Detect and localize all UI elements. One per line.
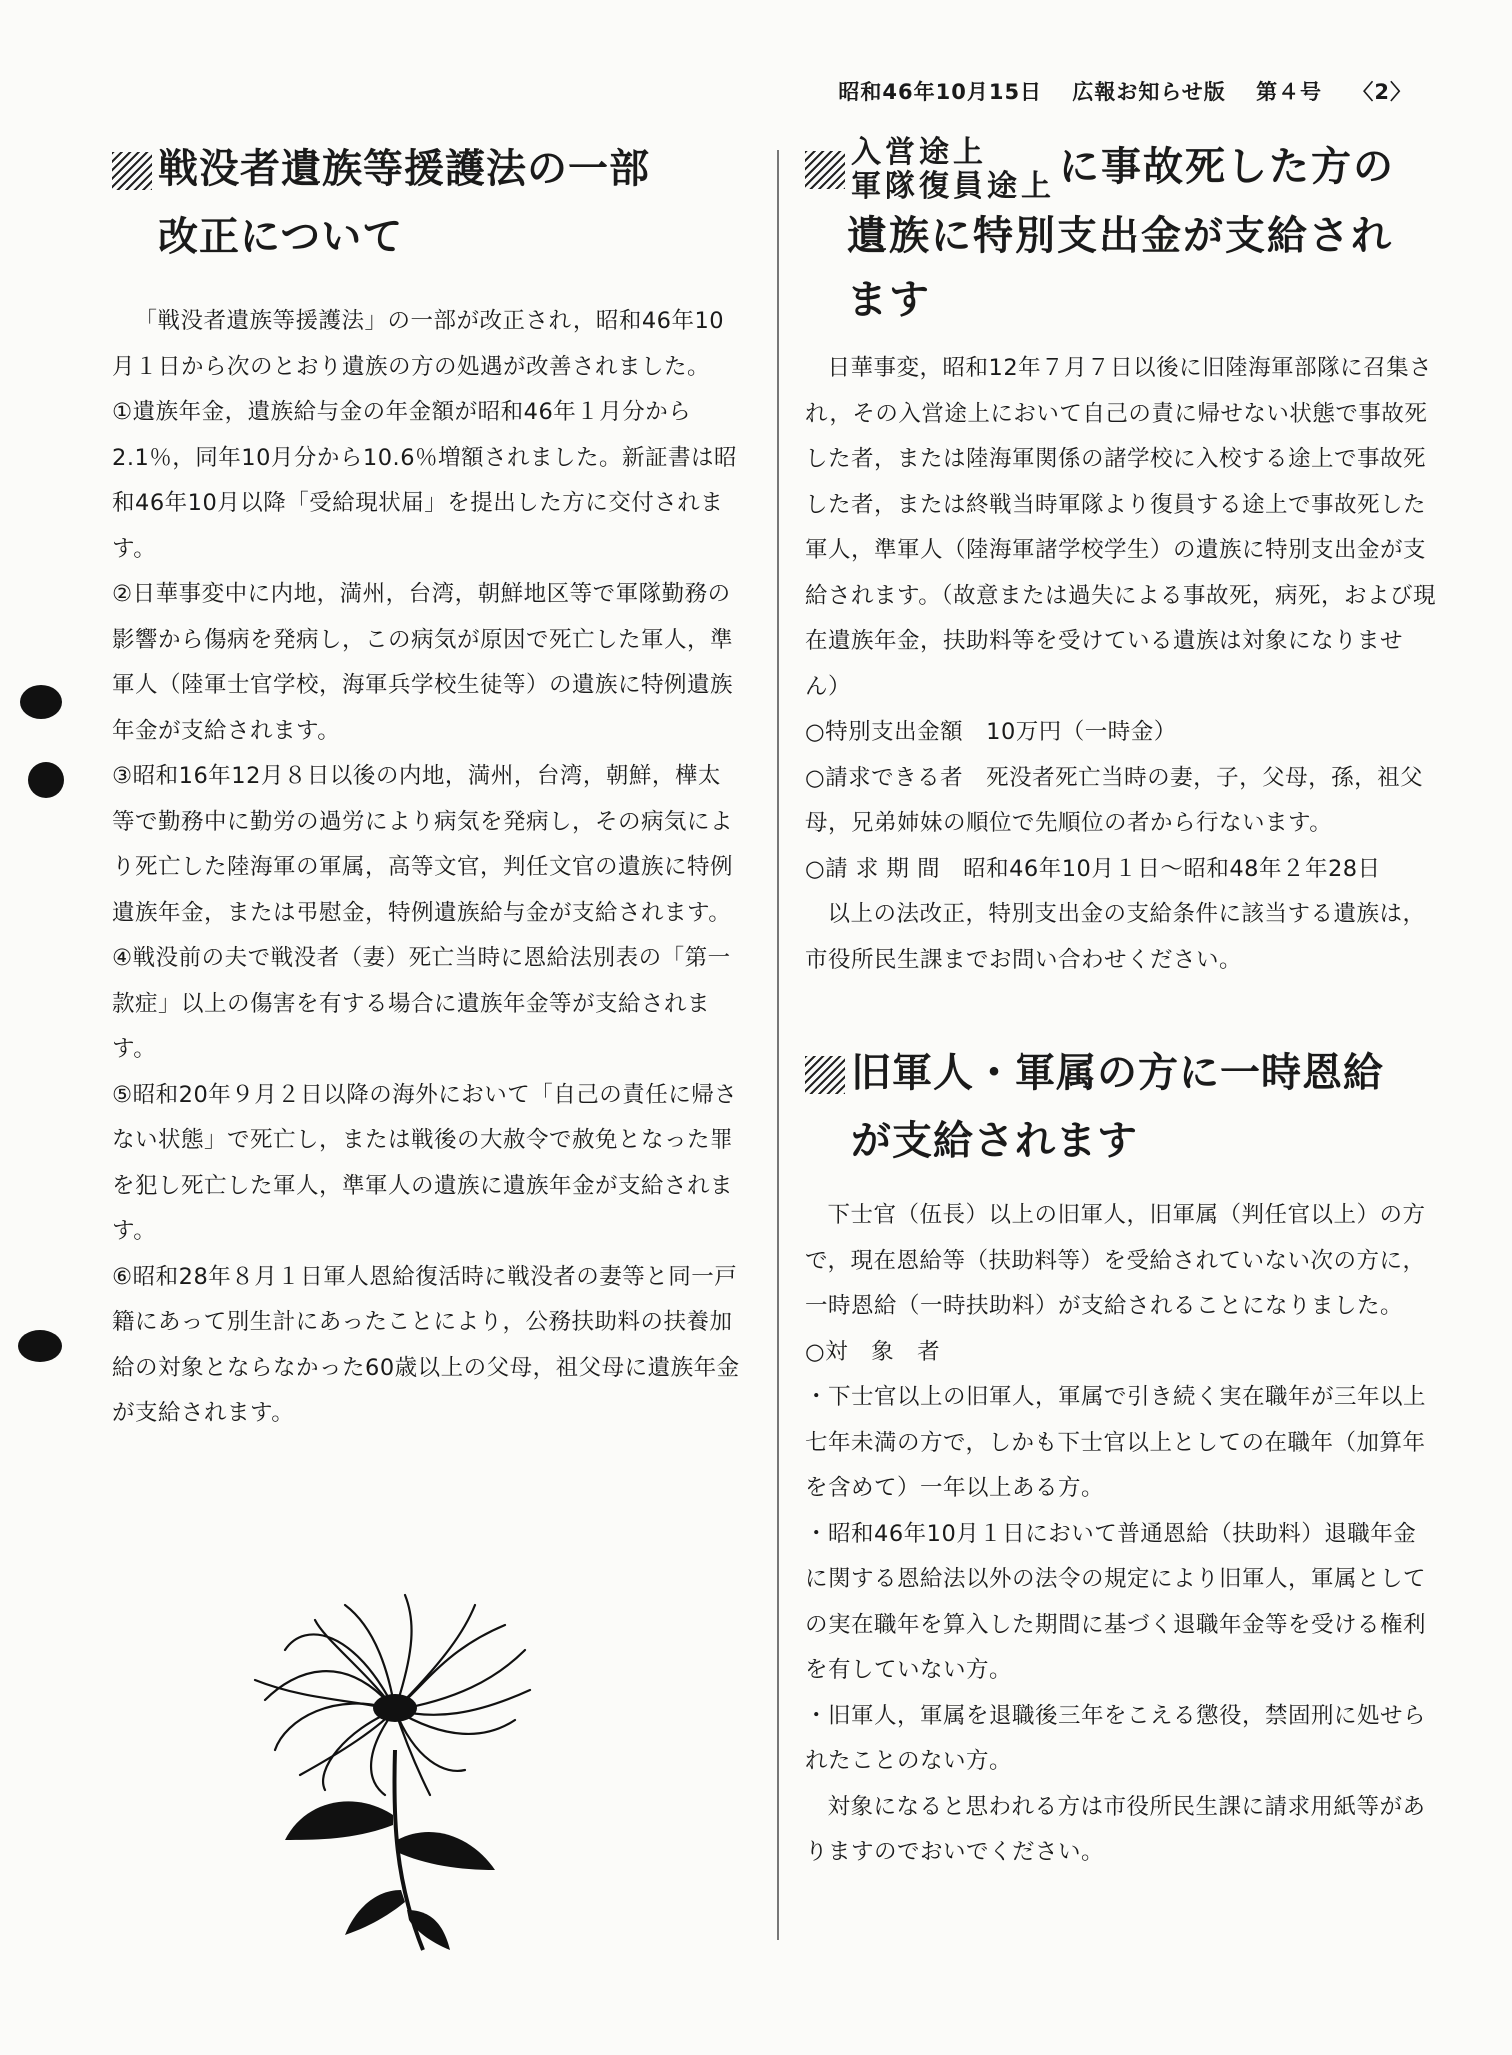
punch-hole-mark — [28, 762, 64, 798]
left-heading-line2: 改正について — [158, 214, 404, 260]
left-article-body — [112, 299, 740, 1437]
heading-stacked-text — [851, 136, 1055, 204]
right-paragraph: ○特別支出金額 10万円（一時金） — [805, 719, 1177, 745]
heading-line2: 遺族に特別支出金が支給され — [847, 212, 1393, 259]
right-paragraph: ○請 求 期 間 昭和46年10月１日～昭和48年２年28日 — [805, 855, 1381, 882]
heading-line3: ます — [847, 276, 931, 323]
right-paragraph: ・昭和46年10月１日において普通恩給（扶助料）退職年金に関する恩給法以外の法令の規定により旧軍人，軍属としての実在職年を算入した期間に基づく退職年金等を受ける権利を有していない方。 — [805, 1520, 1427, 1683]
page-header — [838, 76, 1412, 106]
punch-hole-mark — [20, 685, 62, 719]
right-paragraph: 以上の法改正，特別支出金の支給条件に該当する遺族は，市役所民生課までお問い合わせください。 — [805, 901, 1426, 973]
special-payment-heading — [805, 135, 1437, 332]
lump-heading-line2: が支給されます — [851, 1118, 1138, 1164]
left-paragraph: ⑤昭和20年９月２日以降の海外において「自己の責任に帰さない状態」で死亡し，または戦後の大赦令で赦免となった罪を犯し死亡した軍人，準軍人の遺族に遺族年金が支給されます。 — [112, 1081, 738, 1244]
left-paragraph: ①遺族年金，遺族給与金の年金額が昭和46年１月分から2.1％，同年10月分から10.6％増額されました。新証書は昭和46年10月以降「受給現状届」を提出した方に交付されます。 — [112, 399, 738, 562]
hatch-mark-icon — [805, 151, 845, 189]
left-paragraph: ④戦没前の夫で戦没者（妻）死亡当時に恩給法別表の「第一款症」以上の傷害を有する場合に遺族年金等が支給されます。 — [112, 945, 731, 1062]
right-paragraph: 日華事変，昭和12年７月７日以後に旧陸海軍部隊に召集され，その入営途上において自己の責に帰せない状態で事故死した者，または陸海軍関係の諸学校に入校する途上で事故死した者，または終戦当時軍隊より復員する途上で事故死した軍人，準軍人（陸海軍諸学校学生）の遺族に特別支出金が支給されます。（故意または過失による事故死，病死，および現在遺族年金，扶助料等を受けている遺族は対象になりません） — [805, 355, 1436, 700]
hatch-mark-icon — [112, 152, 152, 190]
right-paragraph: 下士官（伍長）以上の旧軍人，旧軍属（判任官以上）の方で，現在恩給等（扶助料等）を受給されていない次の方に，一時恩給（一時扶助料）が支給されることになりました。 — [805, 1202, 1426, 1319]
left-article-heading — [112, 135, 740, 271]
right-paragraph: ・旧軍人，軍属を退職後三年をこえる懲役，禁固刑に処せられたことのない方。 — [805, 1702, 1427, 1774]
lump-heading-line1: 旧軍人・軍属の方に一時恩給 — [851, 1050, 1384, 1096]
stack-line1: 入営途上 — [851, 135, 987, 170]
header-issue: 第４号 — [1256, 80, 1323, 104]
right-paragraph: ・下士官以上の旧軍人，軍属で引き続く実在職年が三年以上七年未満の方で，しかも下士官以上としての在職年（加算年を含めて）一年以上ある方。 — [805, 1384, 1427, 1501]
left-heading-line1: 戦没者遺族等援護法の一部 — [158, 146, 650, 192]
right-column — [805, 135, 1437, 1876]
special-payment-body — [805, 346, 1437, 983]
header-date: 昭和46年10月15日 — [838, 80, 1043, 104]
heading-tail: に事故死した方の — [1059, 143, 1395, 190]
left-paragraph: ⑥昭和28年８月１日軍人恩給復活時に戦没者の妻等と同一戸籍にあって別生計にあったことにより，公務扶助料の扶養加給の対象とならなかった60歳以上の父母，祖父母に遺族年金が支給されます。 — [112, 1263, 740, 1426]
right-paragraph: 対象になると思われる方は市役所民生課に請求用紙等がありますのでおいでください。 — [805, 1793, 1426, 1865]
left-paragraph: ②日華事変中に内地，満州，台湾，朝鮮地区等で軍隊勤務の影響から傷病を発病し，この病気が原因で死亡した軍人，準軍人（陸軍士官学校，海軍兵学校生徒等）の遺族に特例遺族年金が支給されます。 — [112, 581, 734, 744]
punch-hole-mark — [18, 1330, 62, 1362]
right-paragraph: ○対 象 者 — [805, 1338, 941, 1365]
header-edition: 広報お知らせ版 — [1072, 80, 1226, 104]
chrysanthemum-illustration — [245, 1590, 545, 1960]
left-paragraph: 「戦没者遺族等援護法」の一部が改正され，昭和46年10月１日から次のとおり遺族の方の処遇が改善されました。 — [112, 308, 725, 380]
left-article — [112, 135, 740, 1437]
stack-line2: 軍隊復員途上 — [851, 169, 1055, 204]
header-page: 〈2〉 — [1352, 80, 1412, 104]
right-paragraph: ○請求できる者 死没者死亡当時の妻，子，父母，孫，祖父母，兄弟姉妹の順位で先順位の者から行ないます。 — [805, 764, 1424, 836]
hatch-mark-icon — [805, 1056, 845, 1094]
lump-sum-pension-body — [805, 1193, 1437, 1876]
column-divider — [777, 150, 779, 1940]
left-paragraph: ③昭和16年12月８日以後の内地，満州，台湾，朝鮮，樺太等で勤務中に勤労の過労により病気を発病し，その病気により死亡した陸海軍の軍属，高等文官，判任文官の遺族に特例遺族年金，または弔慰金，特例遺族給与金が支給されます。 — [112, 763, 734, 926]
lump-sum-pension-heading — [805, 1039, 1437, 1175]
